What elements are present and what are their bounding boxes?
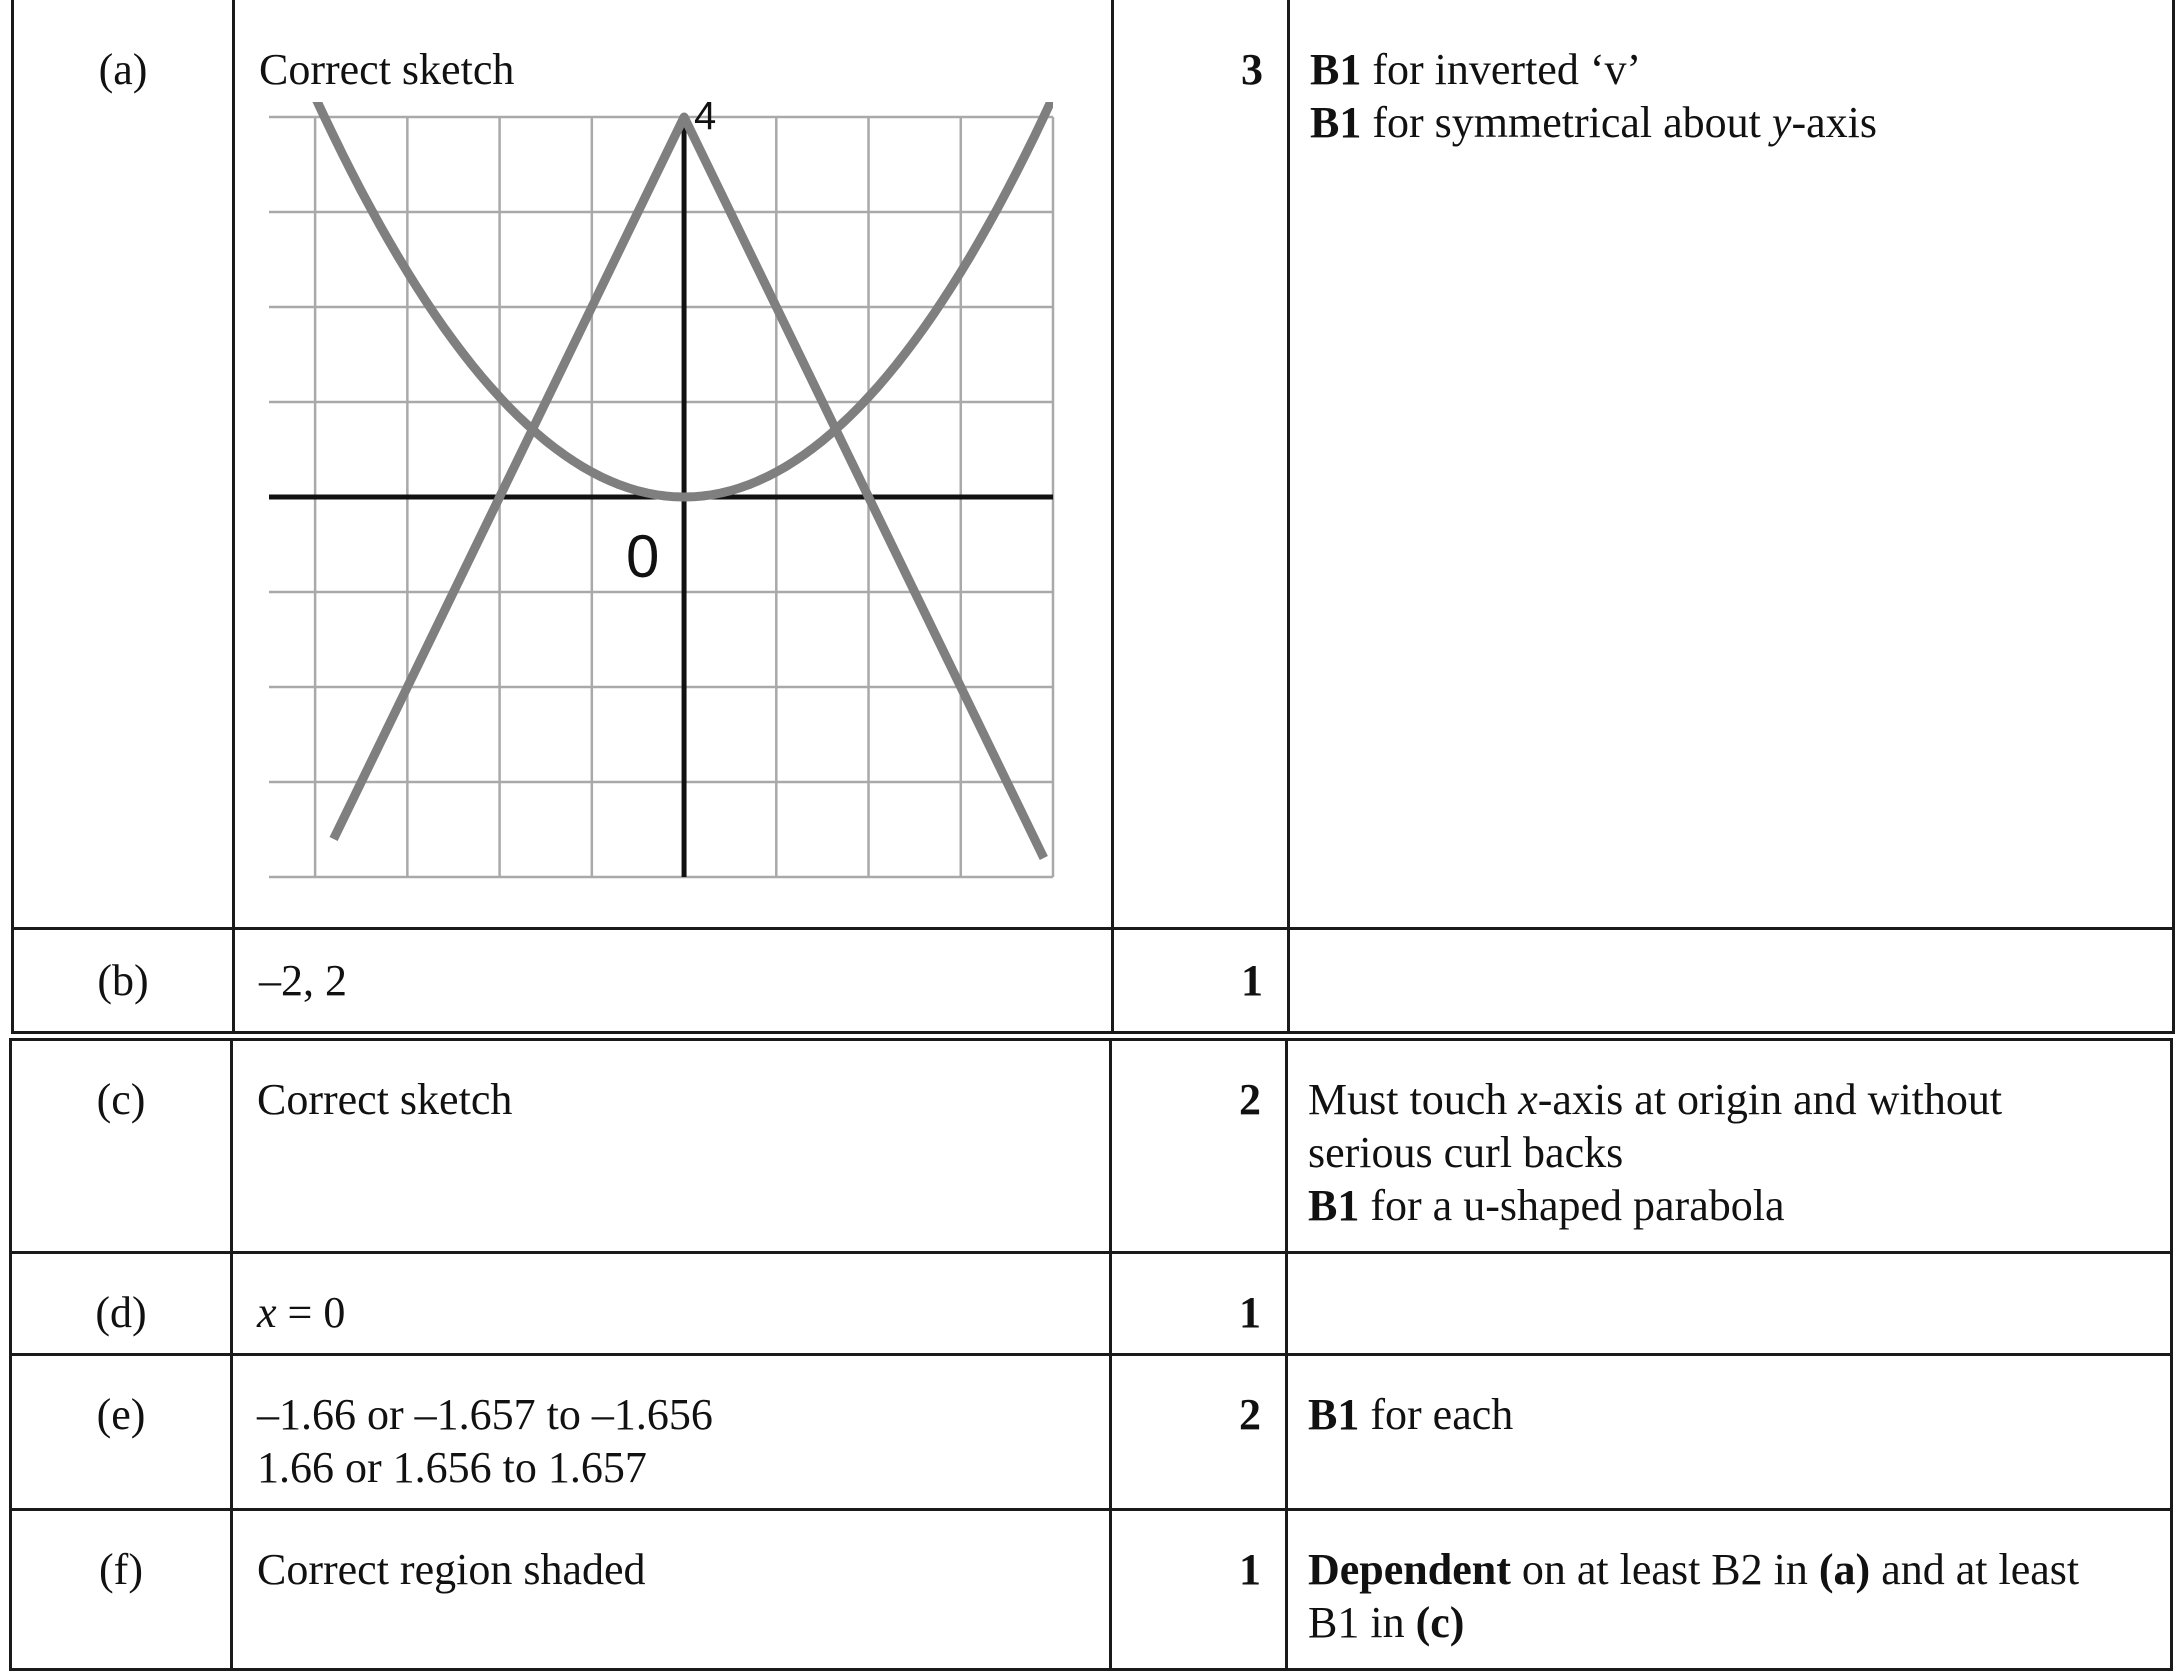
guidance-cell [1287, 1510, 2172, 1670]
guidance-italic: x [1518, 1075, 1538, 1124]
part-label-cell [11, 1355, 232, 1510]
part-label-cell [11, 1510, 232, 1670]
part-label-cell [11, 1040, 232, 1253]
mark-scheme-table-bottom [9, 1038, 2173, 1671]
mark-value: 1 [1241, 956, 1263, 1005]
part-label: (c) [96, 1075, 146, 1124]
y-intercept-label: 4 [694, 102, 717, 138]
guidance-bold: Dependent [1308, 1545, 1511, 1594]
answer-italic: x [257, 1288, 277, 1337]
guidance-line [1308, 1073, 2150, 1126]
part-label-cell [13, 0, 234, 929]
b1-code: B1 [1310, 98, 1362, 147]
answer-cell [234, 929, 1113, 1033]
mark-value: 3 [1241, 45, 1263, 94]
guidance-text: B1 in [1308, 1598, 1416, 1647]
answer-cell [232, 1510, 1111, 1670]
mark-cell [1111, 1355, 1287, 1510]
guidance-italic: y [1771, 98, 1792, 147]
answer-text: –1.66 or –1.657 to –1.656 [257, 1390, 713, 1439]
b1-code: B1 [1308, 1390, 1360, 1439]
part-label-cell [11, 1253, 232, 1355]
inverted-v-curve [334, 117, 1044, 858]
mark-value: 1 [1239, 1545, 1261, 1594]
guidance-cell [1289, 929, 2174, 1033]
table-row [13, 929, 2174, 1033]
guidance-bold: (c) [1415, 1598, 1465, 1647]
mark-cell [1113, 0, 1289, 929]
guidance-text: for a u-shaped parabola [1359, 1181, 1785, 1230]
guidance-text: for symmetrical about [1361, 98, 1772, 147]
mark-cell [1111, 1040, 1287, 1253]
guidance-text: for each [1359, 1390, 1514, 1439]
part-label-cell [13, 929, 234, 1033]
sketch-graph [247, 102, 1077, 882]
table-row [11, 1355, 2172, 1510]
guidance-cell [1287, 1040, 2172, 1253]
b1-code: B1 [1310, 45, 1362, 94]
guidance-text: and at least [1870, 1545, 2080, 1594]
table-row [13, 0, 2174, 929]
table-row [11, 1253, 2172, 1355]
table-row [11, 1510, 2172, 1670]
mark-value: 2 [1239, 1075, 1261, 1124]
guidance-bold: (a) [1818, 1545, 1871, 1594]
answer-text: Correct sketch [259, 45, 515, 94]
b1-code: B1 [1308, 1181, 1360, 1230]
guidance-line: serious curl backs [1308, 1128, 1624, 1177]
mark-value: 1 [1239, 1288, 1261, 1337]
part-label: (e) [96, 1390, 146, 1439]
part-label: (a) [98, 45, 148, 94]
answer-text: Correct sketch [257, 1075, 513, 1124]
guidance-cell [1287, 1355, 2172, 1510]
mark-scheme-table-top [11, 0, 2175, 1034]
mark-cell [1111, 1253, 1287, 1355]
guidance-cell [1289, 0, 2174, 929]
answer-cell [232, 1253, 1111, 1355]
answer-cell [234, 0, 1113, 929]
guidance-line [1308, 1179, 2150, 1232]
guidance-text: on at least B2 in [1510, 1545, 1819, 1594]
answer-cell [232, 1040, 1111, 1253]
answer-text: –2, 2 [259, 956, 347, 1005]
answer-cell [232, 1355, 1111, 1510]
mark-cell [1113, 929, 1289, 1033]
part-label: (d) [95, 1288, 147, 1337]
mark-cell [1111, 1510, 1287, 1670]
table-row [11, 1040, 2172, 1253]
origin-label: 0 [626, 523, 660, 590]
guidance-line [1310, 96, 2152, 149]
guidance-text: for inverted ‘v’ [1361, 45, 1642, 94]
guidance-cell [1287, 1253, 2172, 1355]
answer-text: Correct region shaded [257, 1545, 646, 1594]
guidance-text: -axis [1791, 98, 1877, 147]
guidance-line [1308, 1596, 2150, 1649]
part-label: (b) [97, 956, 149, 1005]
guidance-line [1308, 1543, 2150, 1596]
part-label: (f) [99, 1545, 143, 1594]
guidance-line [1310, 43, 2152, 96]
guidance-text: -axis at origin and without [1537, 1075, 2003, 1124]
answer-text: = 0 [276, 1288, 346, 1337]
mark-value: 2 [1239, 1390, 1261, 1439]
guidance-text: Must touch [1308, 1075, 1519, 1124]
answer-text: 1.66 or 1.656 to 1.657 [257, 1443, 647, 1492]
